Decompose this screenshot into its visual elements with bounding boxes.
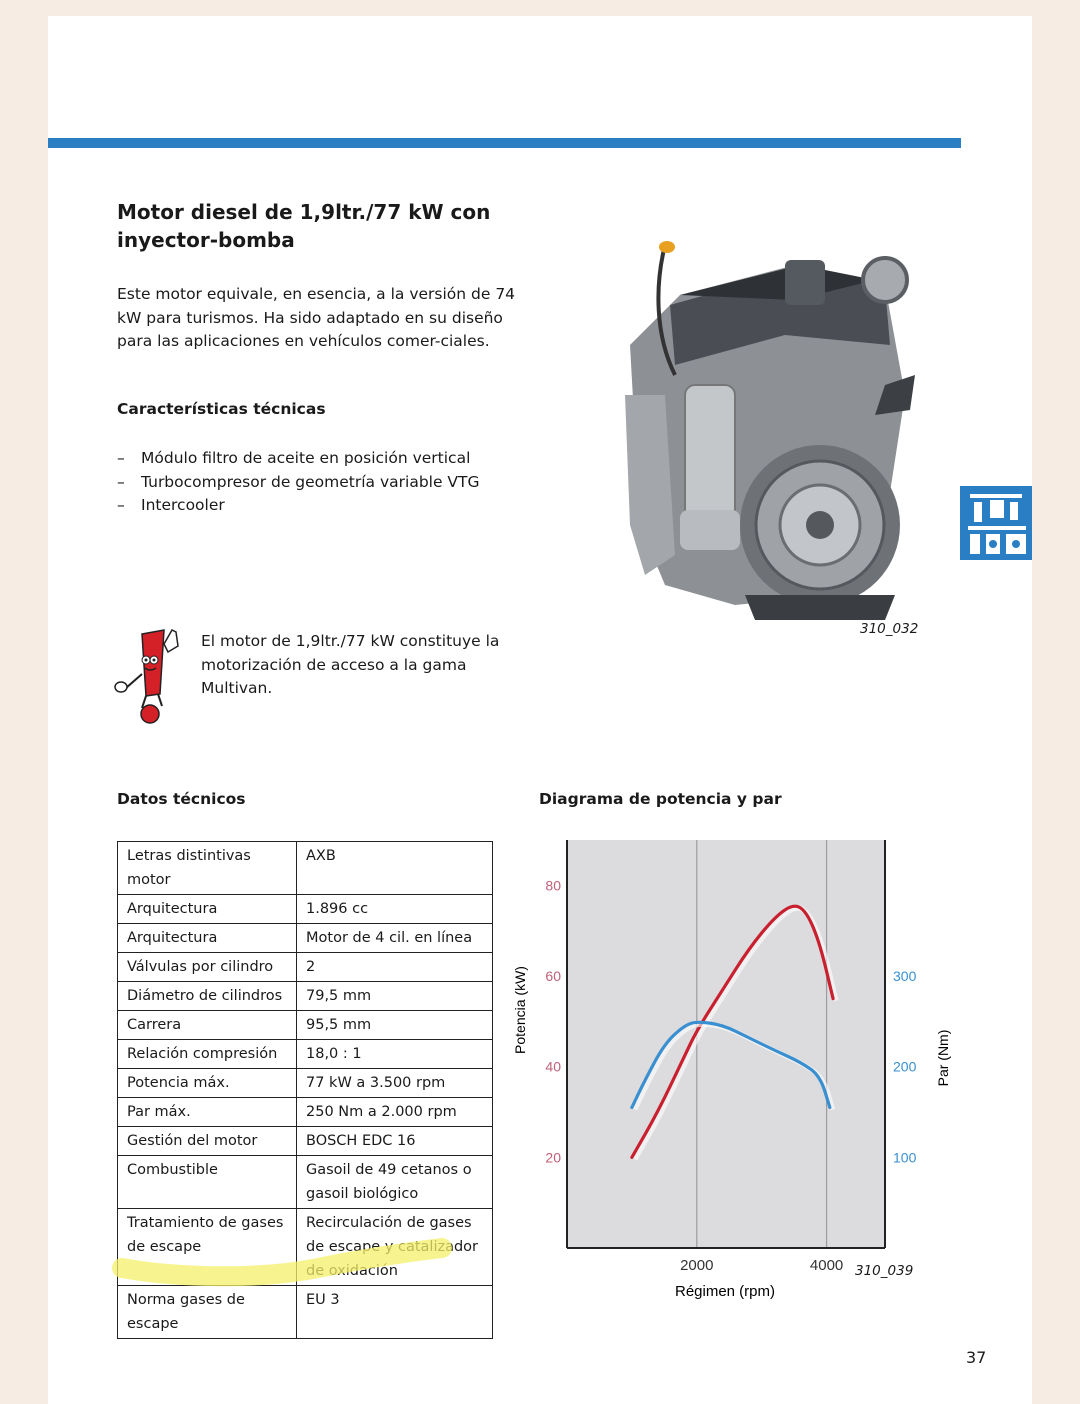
table-row <box>118 924 493 953</box>
exclamation-mascot-icon <box>112 624 184 726</box>
page-title: Motor diesel de 1,9ltr./77 kW con inyector-bomba <box>117 200 491 252</box>
x-tick-label: 2000 <box>680 1257 714 1274</box>
y2-tick-label: 200 <box>893 1058 917 1075</box>
x-axis-label: Régimen (rpm) <box>674 1283 776 1300</box>
table-row <box>118 1286 493 1339</box>
table-row <box>118 1098 493 1127</box>
spec-label: Potencia máx. <box>118 1069 297 1098</box>
spec-value: 18,0 : 1 <box>297 1040 493 1069</box>
spec-value: Gasoil de 49 cetanos o gasoil biológico <box>297 1156 493 1209</box>
spec-label: Arquitectura <box>118 924 297 953</box>
specs-table <box>117 841 493 1339</box>
spec-value: Recirculación de gases de escape y catalizador de oxidación <box>297 1209 493 1286</box>
table-row <box>118 953 493 982</box>
spec-label: Par máx. <box>118 1098 297 1127</box>
y-axis-label: Potencia (kW) <box>512 966 528 1054</box>
spec-label: Letras distintivas motor <box>118 842 297 895</box>
diagram-heading: Diagrama de potencia y par <box>539 790 782 808</box>
engine-photo <box>585 225 930 645</box>
spec-value: 2 <box>297 953 493 982</box>
plot-area <box>567 840 885 1248</box>
spec-value: EU 3 <box>297 1286 493 1339</box>
table-row <box>118 1069 493 1098</box>
x-tick-label: 4000 <box>809 1257 844 1274</box>
table-row <box>118 1011 493 1040</box>
specs-heading: Datos técnicos <box>117 790 246 808</box>
table-row <box>118 1209 493 1286</box>
spec-label: Gestión del motor <box>118 1127 297 1156</box>
y-tick-label: 80 <box>545 877 561 894</box>
spec-value: 95,5 mm <box>297 1011 493 1040</box>
page-number: 37 <box>966 1348 987 1367</box>
intro-paragraph: Este motor equivale, en esencia, a la versión de 74 kW para turismos. Ha sido adaptado en su diseño para las aplicaciones en vehículos comer-ciales. <box>117 285 516 350</box>
spec-value: AXB <box>297 842 493 895</box>
spec-label: Tratamiento de gases de escape <box>118 1209 297 1286</box>
spec-value: 79,5 mm <box>297 982 493 1011</box>
table-row <box>118 1156 493 1209</box>
engine-section-tab-icon[interactable] <box>960 486 1032 560</box>
feature-list <box>117 447 480 518</box>
power-torque-chart <box>505 830 951 1310</box>
spec-label: Carrera <box>118 1011 297 1040</box>
spec-label: Diámetro de cilindros <box>118 982 297 1011</box>
chart-figure-code: 310_039 <box>855 1263 914 1279</box>
y2-axis-label: Par (Nm) <box>935 1029 951 1087</box>
feature-item: – Turbocompresor de geometría variable VTG <box>117 471 480 495</box>
y-tick-label: 20 <box>545 1149 561 1166</box>
feature-item: – Intercooler <box>117 494 480 518</box>
y-tick-label: 40 <box>545 1058 561 1075</box>
spec-value: BOSCH EDC 16 <box>297 1127 493 1156</box>
spec-label: Norma gases de escape <box>118 1286 297 1339</box>
table-row <box>118 1127 493 1156</box>
feature-item: – Módulo filtro de aceite en posición vertical <box>117 447 480 471</box>
header-bar <box>48 138 961 148</box>
spec-value: 250 Nm a 2.000 rpm <box>297 1098 493 1127</box>
spec-value: 1.896 cc <box>297 895 493 924</box>
spec-value: 77 kW a 3.500 rpm <box>297 1069 493 1098</box>
y-tick-label: 60 <box>545 968 561 984</box>
spec-label: Arquitectura <box>118 895 297 924</box>
note-text: El motor de 1,9ltr./77 kW constituye la motorización de acceso a la gama Multivan. <box>201 632 500 697</box>
engine-figure-code: 310_032 <box>860 621 919 637</box>
table-row <box>118 1040 493 1069</box>
y2-tick-label: 100 <box>893 1149 917 1166</box>
y2-tick-label: 300 <box>893 968 917 984</box>
spec-value: Motor de 4 cil. en línea <box>297 924 493 953</box>
table-row <box>118 842 493 895</box>
spec-label: Combustible <box>118 1156 297 1209</box>
spec-label: Relación compresión <box>118 1040 297 1069</box>
table-row <box>118 982 493 1011</box>
spec-label: Válvulas por cilindro <box>118 953 297 982</box>
table-row <box>118 895 493 924</box>
features-heading: Características técnicas <box>117 400 326 418</box>
